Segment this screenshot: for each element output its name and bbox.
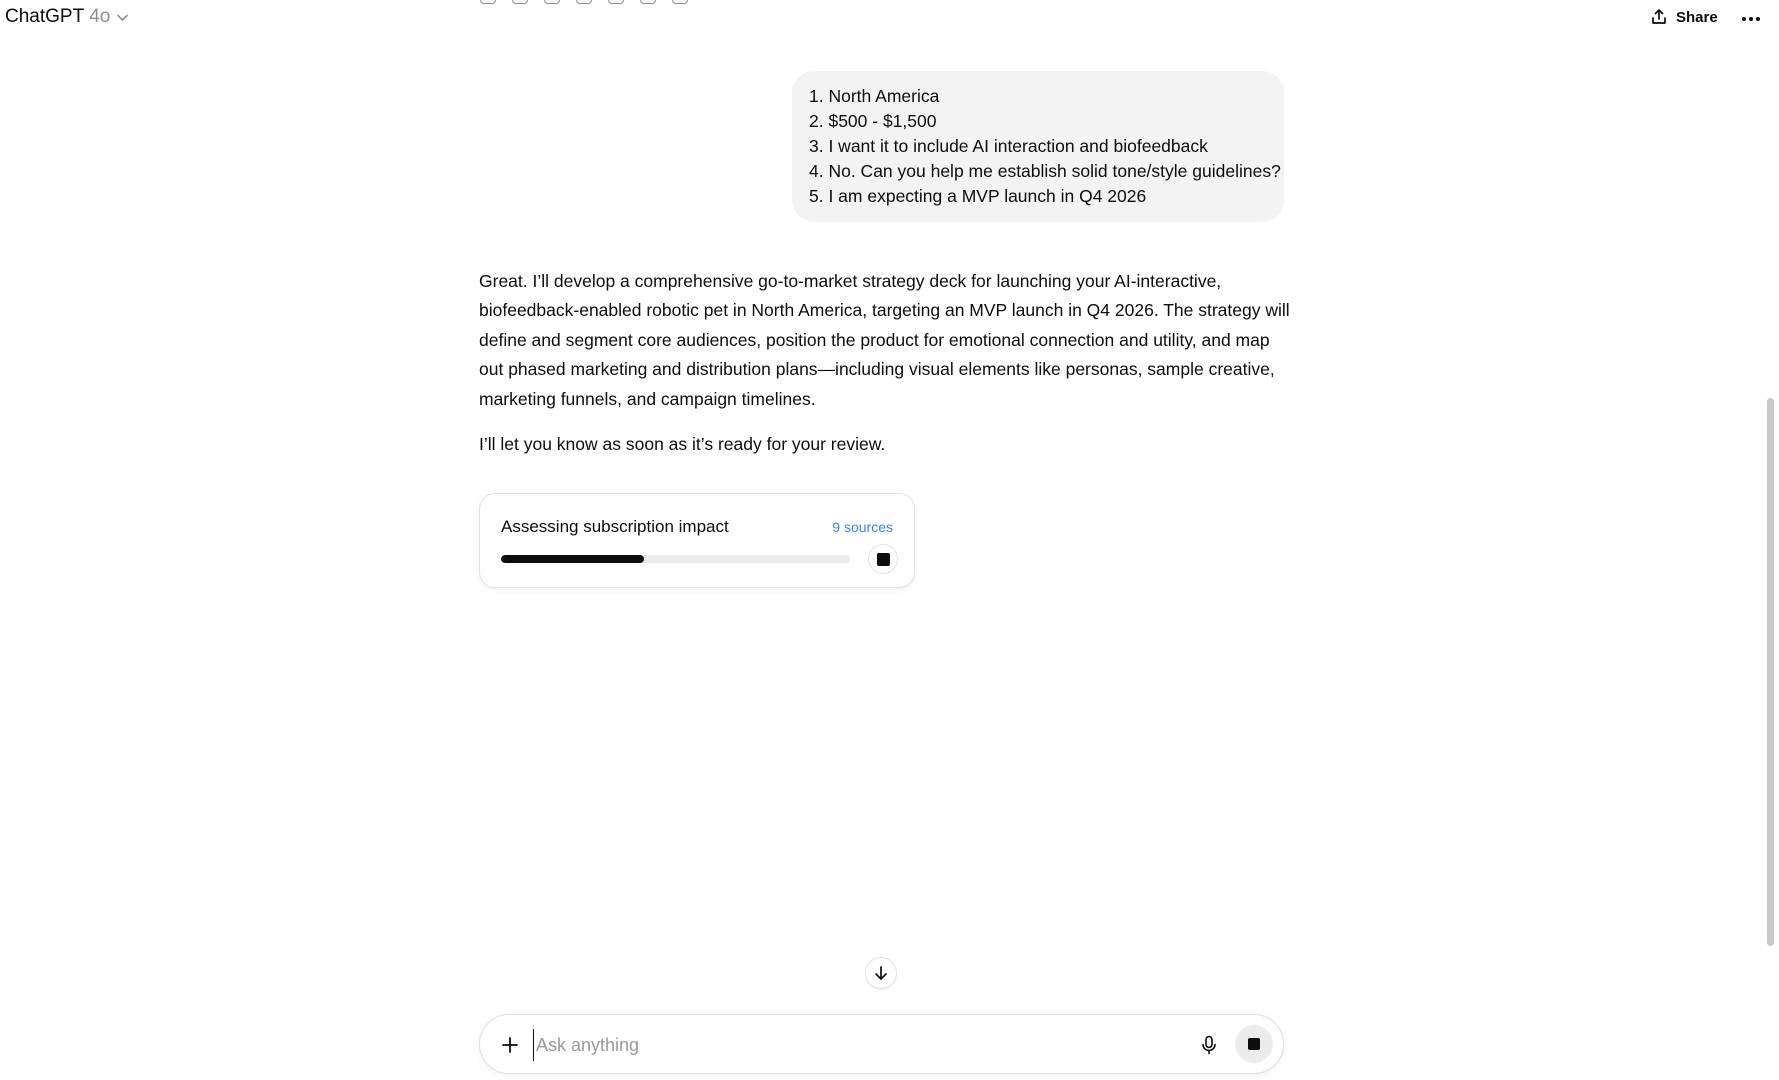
- research-progress-bar: [501, 555, 850, 563]
- header: [0, 0, 1779, 40]
- thumbs-down-icon[interactable]: [576, 0, 592, 4]
- user-message-line: 3. I want it to include AI interaction and biofeedback: [809, 136, 1208, 156]
- user-message-line: 5. I am expecting a MVP launch in Q4 2026: [809, 186, 1147, 206]
- stop-icon: [1248, 1038, 1260, 1050]
- assistant-paragraph: Great. I’ll develop a comprehensive go-to-market strategy deck for launching your AI-interactive, biofeedback-enabled robotic pet in North America, targeting an MVP launch in Q4 2026. The strategy will define and segment core audiences, position the product for emotional connection and utility, and map out phased marketing and distribution plans—including visual elements like personas, sample creative, marketing funnels, and campaign timelines.: [479, 271, 1290, 409]
- message-input[interactable]: [533, 1029, 1153, 1061]
- more-options-button[interactable]: [1740, 8, 1762, 30]
- user-message-line: 1. North America: [809, 86, 940, 106]
- user-message-line: 4. No. Can you help me establish solid tone/style guidelines?: [809, 161, 1281, 181]
- copy-icon[interactable]: [480, 0, 496, 4]
- copy-icon[interactable]: [512, 0, 528, 4]
- plus-icon: [501, 1036, 519, 1054]
- arrow-down-icon: [873, 965, 889, 981]
- user-message-line: 2. $500 - $1,500: [809, 111, 937, 131]
- research-status-title: Assessing subscription impact: [501, 517, 729, 536]
- edit-icon[interactable]: [640, 0, 656, 4]
- chevron-down-icon: [116, 11, 129, 24]
- user-message-bubble: [792, 71, 1284, 222]
- scrollbar-thumb[interactable]: [1767, 398, 1774, 946]
- thumbs-up-icon[interactable]: [544, 0, 560, 4]
- research-progress-card[interactable]: [479, 493, 915, 588]
- model-version: 4o: [89, 6, 111, 27]
- research-progress-fill: [501, 555, 644, 563]
- assistant-message: [479, 267, 1291, 475]
- stop-icon: [877, 553, 890, 566]
- sources-link[interactable]: 9 sources: [832, 519, 893, 535]
- microphone-icon: [1201, 1035, 1217, 1055]
- share-icon: [1650, 8, 1668, 26]
- share-button[interactable]: [1650, 8, 1718, 26]
- scroll-to-bottom-button[interactable]: [865, 957, 897, 989]
- read-aloud-icon[interactable]: [608, 0, 624, 4]
- stop-research-button[interactable]: [868, 544, 898, 574]
- more-horizontal-icon: [1741, 16, 1761, 22]
- message-actions-toolbar: [480, 0, 688, 4]
- stop-generating-button[interactable]: [1235, 1025, 1273, 1063]
- voice-input-button[interactable]: [1195, 1031, 1223, 1059]
- assistant-paragraph: I’ll let you know as soon as it’s ready for your review.: [479, 434, 886, 455]
- regenerate-icon[interactable]: [672, 0, 688, 4]
- model-name: ChatGPT: [5, 6, 85, 27]
- model-picker[interactable]: [5, 6, 129, 28]
- attach-button[interactable]: [496, 1031, 524, 1059]
- composer: [479, 1014, 1284, 1074]
- share-label: Share: [1676, 8, 1718, 26]
